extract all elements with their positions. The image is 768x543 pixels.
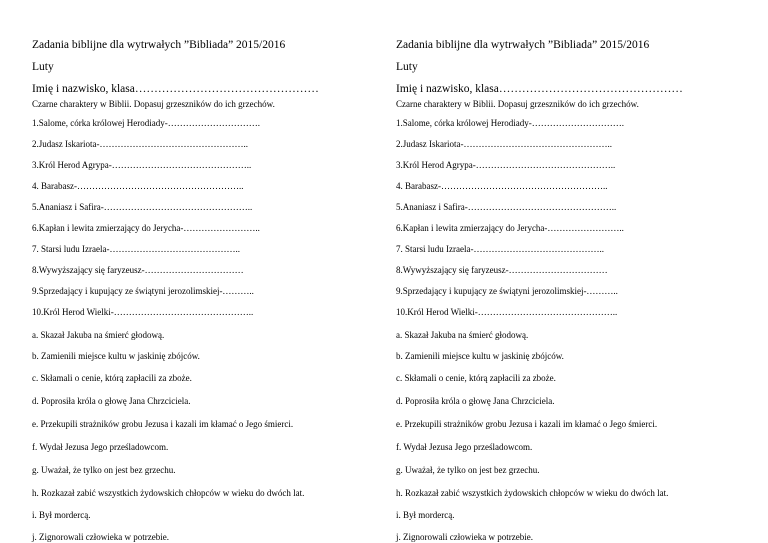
worksheet-month: Luty: [396, 61, 418, 73]
sin-option-j: j. Zignorowali człowieka w potrzebie.: [32, 532, 169, 542]
sin-option-e: e. Przekupili strażników grobu Jezusa i kazali im kłamać o Jego śmierci.: [396, 419, 658, 429]
sinner-item-1: 1.Salome, córka królowej Herodiady-………………………….: [396, 118, 624, 128]
sinner-item-8: 8.Wywyższający się faryzeusz-……………………………: [396, 265, 608, 275]
task-instruction: Czarne charaktery w Biblii. Dopasuj grzeszników do ich grzechów.: [396, 99, 639, 109]
sin-option-i: i. Był mordercą.: [396, 510, 455, 520]
sin-option-d: d. Poprosiła króla o głowę Jana Chrzciciela.: [32, 396, 191, 406]
sinner-item-8: 8.Wywyższający się faryzeusz-……………………………: [32, 265, 244, 275]
sin-option-a: a. Skazał Jakuba na śmierć głodową.: [32, 330, 165, 340]
sinner-item-4: 4. Barabasz-………………………………………………..: [32, 181, 244, 191]
sinner-item-7: 7. Starsi ludu Izraela-……………………………………..: [396, 244, 604, 254]
sin-option-b: b. Zamienili miejsce kultu w jaskinię zbójców.: [396, 351, 564, 361]
sin-option-g: g. Uważał, że tylko on jest bez grzechu.: [32, 465, 176, 475]
sin-option-c: c. Skłamali o cenie, którą zapłacili za zboże.: [396, 373, 556, 383]
sinner-item-4: 4. Barabasz-………………………………………………..: [396, 181, 608, 191]
sin-option-b: b. Zamienili miejsce kultu w jaskinię zbójców.: [32, 351, 200, 361]
worksheet-month: Luty: [32, 61, 54, 73]
sinner-item-9: 9.Sprzedający i kupujący ze świątyni jerozolimskiej-………..: [396, 286, 618, 296]
sin-option-d: d. Poprosiła króla o głowę Jana Chrzciciela.: [396, 396, 555, 406]
worksheet-title: Zadania biblijne dla wytrwałych ”Bibliada” 2015/2016: [32, 39, 286, 51]
sinner-item-10: 10.Król Herod Wielki-………………………………………..: [32, 307, 254, 317]
sin-option-a: a. Skazał Jakuba na śmierć głodową.: [396, 330, 529, 340]
worksheet-copy-right: [396, 0, 766, 543]
sin-option-g: g. Uważał, że tylko on jest bez grzechu.: [396, 465, 540, 475]
sinner-item-2: 2.Judasz Iskariota-…………………………………………..: [396, 139, 612, 149]
sinner-item-6: 6.Kapłan i lewita zmierzający do Jerycha-……………………..: [32, 223, 260, 233]
sin-option-h: h. Rozkazał zabić wszystkich żydowskich chłopców w wieku do dwóch lat.: [32, 488, 305, 498]
sinner-item-2: 2.Judasz Iskariota-…………………………………………..: [32, 139, 248, 149]
task-instruction: Czarne charaktery w Biblii. Dopasuj grzeszników do ich grzechów.: [32, 99, 275, 109]
sin-option-j: j. Zignorowali człowieka w potrzebie.: [396, 532, 533, 542]
sinner-item-10: 10.Król Herod Wielki-………………………………………..: [396, 307, 618, 317]
sinner-item-5: 5.Ananiasz i Safira-…………………………………………..: [396, 202, 617, 212]
worksheet-title: Zadania biblijne dla wytrwałych ”Bibliada” 2015/2016: [396, 39, 650, 51]
sinner-item-3: 3.Król Herod Agrypa-………………………………………..: [32, 160, 252, 170]
sin-option-f: f. Wydał Jezusa Jego prześladowcom.: [396, 442, 533, 452]
sin-option-c: c. Skłamali o cenie, którą zapłacili za zboże.: [32, 373, 192, 383]
sinner-item-6: 6.Kapłan i lewita zmierzający do Jerycha-……………………..: [396, 223, 624, 233]
sin-option-i: i. Był mordercą.: [32, 510, 91, 520]
sinner-item-5: 5.Ananiasz i Safira-…………………………………………..: [32, 202, 253, 212]
sinner-item-1: 1.Salome, córka królowej Herodiady-………………………….: [32, 118, 260, 128]
name-class-field: Imię i nazwisko, klasa…………………………………………: [396, 83, 683, 95]
sin-option-f: f. Wydał Jezusa Jego prześladowcom.: [32, 442, 169, 452]
sin-option-e: e. Przekupili strażników grobu Jezusa i kazali im kłamać o Jego śmierci.: [32, 419, 294, 429]
sinner-item-3: 3.Król Herod Agrypa-………………………………………..: [396, 160, 616, 170]
name-class-field: Imię i nazwisko, klasa…………………………………………: [32, 83, 319, 95]
sinner-item-9: 9.Sprzedający i kupujący ze świątyni jerozolimskiej-………..: [32, 286, 254, 296]
worksheet-copy-left: [32, 0, 402, 543]
sin-option-h: h. Rozkazał zabić wszystkich żydowskich chłopców w wieku do dwóch lat.: [396, 488, 669, 498]
sinner-item-7: 7. Starsi ludu Izraela-……………………………………..: [32, 244, 240, 254]
